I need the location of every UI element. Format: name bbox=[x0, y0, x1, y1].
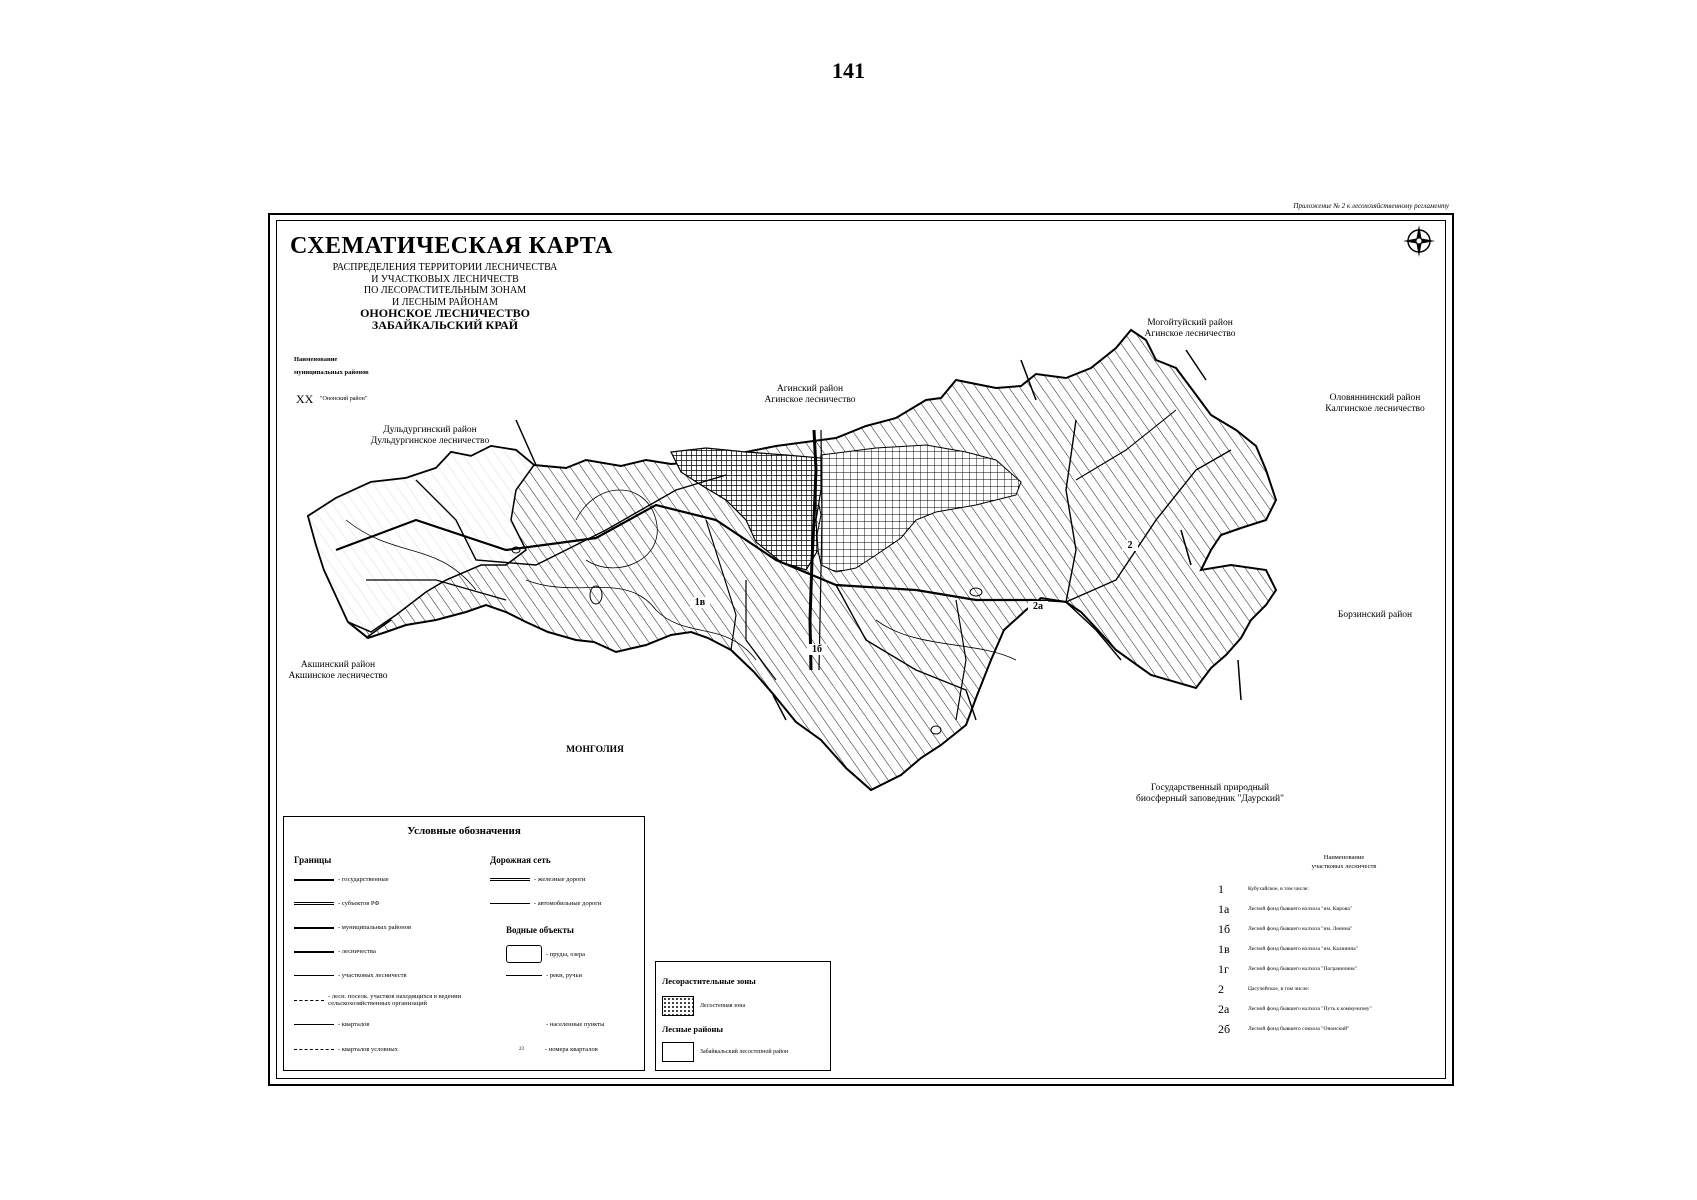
forest-code: 1в bbox=[1218, 941, 1230, 956]
legend-item bbox=[294, 948, 376, 955]
map-subtitle bbox=[295, 262, 595, 331]
legend-item-label: - лесн. поселк. участков находящихся в ведении сельскохозяйственных организаций bbox=[328, 993, 462, 1007]
label-line: Государственный природный bbox=[1150, 783, 1270, 793]
forest-list-heading-line: Наименование bbox=[1323, 854, 1365, 861]
legend-item-label: - номера кварталов bbox=[545, 1046, 598, 1053]
forest-code: 2 bbox=[1218, 981, 1224, 996]
forest-name: Лесной фонд бывшего колхоза "им. Калинина" bbox=[1248, 946, 1358, 952]
forest-list-row bbox=[1218, 999, 1440, 1019]
district-note-heading: Наименование bbox=[294, 356, 338, 363]
legend-item bbox=[294, 1046, 398, 1053]
label-line: Могойтуйский район bbox=[1147, 318, 1233, 328]
district-note-heading-2: муниципальных районов bbox=[294, 369, 369, 376]
forest-list-row bbox=[1218, 919, 1440, 939]
label-aginsky bbox=[740, 384, 880, 406]
district-item-label: Забайкальский лесостепной район bbox=[700, 1049, 789, 1055]
districts-heading: Лесные районы bbox=[662, 1024, 724, 1034]
legend-item bbox=[506, 972, 582, 979]
forest-list-row bbox=[1218, 1019, 1440, 1039]
label-olovyannaya bbox=[1310, 393, 1440, 415]
label-line: Калгинское лесничество bbox=[1325, 404, 1425, 414]
label-line: Акшинское лесничество bbox=[288, 671, 388, 681]
legend bbox=[283, 816, 645, 1071]
compass-rose-icon bbox=[1402, 224, 1436, 258]
forest-code: 1а bbox=[1218, 901, 1230, 916]
map-code-1v: 1в bbox=[690, 597, 710, 608]
district-swatch bbox=[662, 1042, 694, 1062]
forest-list bbox=[1218, 853, 1440, 1039]
forest-name: Лесной фонд бывшего колхоза "им. Кирова" bbox=[1248, 906, 1353, 912]
forest-code: 2а bbox=[1218, 1001, 1230, 1016]
legend-item bbox=[506, 945, 585, 963]
forest-list-row bbox=[1218, 979, 1440, 999]
forest-list-row bbox=[1218, 939, 1440, 959]
legend-item-label: - государственные bbox=[338, 876, 389, 883]
label-borzya: Борзинский район bbox=[1337, 610, 1413, 620]
legend-item bbox=[294, 993, 504, 1007]
forest-name: Лесной фонд бывшего совхоза "Ононский" bbox=[1248, 1026, 1350, 1032]
label-line: Акшинский район bbox=[300, 660, 376, 670]
legend-item bbox=[294, 924, 411, 931]
legend-borders-heading: Границы bbox=[294, 855, 332, 865]
label-line: Оловяннинский район bbox=[1329, 393, 1421, 403]
legend-item-label: - лесничества bbox=[338, 948, 376, 955]
district-note-code: ХХ bbox=[296, 392, 314, 406]
map-code-2: 2 bbox=[1122, 540, 1138, 551]
legend-item-label: - пруды, озера bbox=[546, 950, 586, 958]
label-line: Агинский район bbox=[776, 384, 844, 394]
map-code-2a: 2а bbox=[1028, 601, 1048, 612]
legend-item bbox=[519, 1046, 598, 1053]
forest-list-heading bbox=[1248, 853, 1440, 871]
subtitle-line: И УЧАСТКОВЫХ ЛЕСНИЧЕСТВ bbox=[371, 273, 519, 285]
quarter-number-sample: 23 bbox=[519, 1047, 524, 1052]
label-line: Дульдургинское лесничество bbox=[370, 436, 490, 446]
forest-name: Кубухайское, в том числе: bbox=[1248, 886, 1309, 892]
subtitle-line: ПО ЛЕСОРАСТИТЕЛЬНЫМ ЗОНАМ bbox=[363, 285, 527, 296]
legend-item bbox=[294, 876, 389, 883]
legend-item-label: - реки, ручьи bbox=[546, 972, 582, 979]
district-note-text: "Ононский район" bbox=[320, 396, 368, 402]
legend-item-label: - автомобильные дороги bbox=[534, 900, 602, 907]
label-reserve bbox=[1110, 783, 1310, 805]
label-line: биосферный заповедник "Даурский" bbox=[1136, 794, 1284, 804]
label-line: Агинское лесничество bbox=[764, 395, 856, 405]
legend-item-label: - населенные пункты bbox=[546, 1021, 605, 1028]
legend-item-label: - железные дороги bbox=[534, 876, 586, 883]
forest-code: 2б bbox=[1218, 1021, 1231, 1036]
forest-list-row bbox=[1218, 879, 1440, 899]
legend-item bbox=[294, 1021, 369, 1028]
legend-item bbox=[546, 1021, 604, 1028]
zone-swatch bbox=[662, 996, 694, 1016]
zone-item-label: Лесостепная зона bbox=[700, 1003, 746, 1009]
legend-item-label: - участковых лесничеств bbox=[338, 972, 407, 979]
appendix-note: Приложение № 2 к лесохозяйственному регламенту bbox=[1293, 202, 1449, 210]
legend-item-label: - кварталов bbox=[338, 1021, 370, 1028]
forest-code: 1 bbox=[1218, 881, 1224, 896]
legend-roads-heading: Дорожная сеть bbox=[490, 855, 551, 865]
zone-item bbox=[662, 996, 745, 1016]
forest-name: Цасучейское, в том числе: bbox=[1248, 986, 1310, 992]
legend-item-label: - муниципальных районов bbox=[338, 924, 412, 931]
forest-name: Лесной фонд бывшего колхоза "им. Ленина" bbox=[1248, 926, 1353, 932]
forest-list-row bbox=[1218, 959, 1440, 979]
subtitle-line: РАСПРЕДЕЛЕНИЯ ТЕРРИТОРИИ ЛЕСНИЧЕСТВА bbox=[332, 262, 558, 273]
label-mongolia: МОНГОЛИЯ bbox=[566, 745, 624, 755]
page-number: 141 bbox=[832, 58, 865, 83]
legend-item bbox=[294, 900, 380, 907]
subtitle-line: И ЛЕСНЫМ РАЙОНАМ bbox=[392, 296, 498, 308]
district-item bbox=[662, 1042, 788, 1062]
label-duldurga bbox=[360, 425, 500, 447]
forest-code: 1г bbox=[1218, 961, 1229, 976]
forest-list-heading-line: участковых лесничеств bbox=[1311, 863, 1377, 870]
label-mogoytuy bbox=[1120, 318, 1260, 340]
legend-item-label: - субъектов РФ bbox=[338, 900, 380, 907]
label-akshinsky bbox=[278, 660, 398, 682]
legend-title: Условные обозначения bbox=[407, 825, 521, 837]
forest-code: 1б bbox=[1218, 921, 1231, 936]
forestry-name: ОНОНСКОЕ ЛЕСНИЧЕСТВО bbox=[360, 306, 530, 320]
legend-item bbox=[294, 972, 407, 979]
label-line: Дульдургинский район bbox=[383, 425, 477, 435]
region-name: ЗАБАЙКАЛЬСКИЙ КРАЙ bbox=[371, 317, 519, 332]
forest-name: Лесной фонд бывшего колхоза "Путь к коммунизму" bbox=[1248, 1006, 1372, 1012]
forest-list-row bbox=[1218, 899, 1440, 919]
legend-item bbox=[490, 876, 585, 883]
legend-water-heading: Водные объекты bbox=[506, 925, 574, 935]
legend-item-label: - кварталов условных bbox=[338, 1046, 398, 1053]
map-title: СХЕМАТИЧЕСКАЯ КАРТА bbox=[290, 233, 613, 259]
map-code-1b: 1б bbox=[807, 644, 827, 655]
zones-heading: Лесорастительные зоны bbox=[662, 976, 756, 986]
label-line: Агинское лесничество bbox=[1144, 329, 1236, 339]
forest-name: Лесной фонд бывшего колхоза "Пограничник" bbox=[1248, 966, 1358, 972]
zones-legend bbox=[655, 961, 831, 1071]
legend-item bbox=[490, 900, 601, 907]
